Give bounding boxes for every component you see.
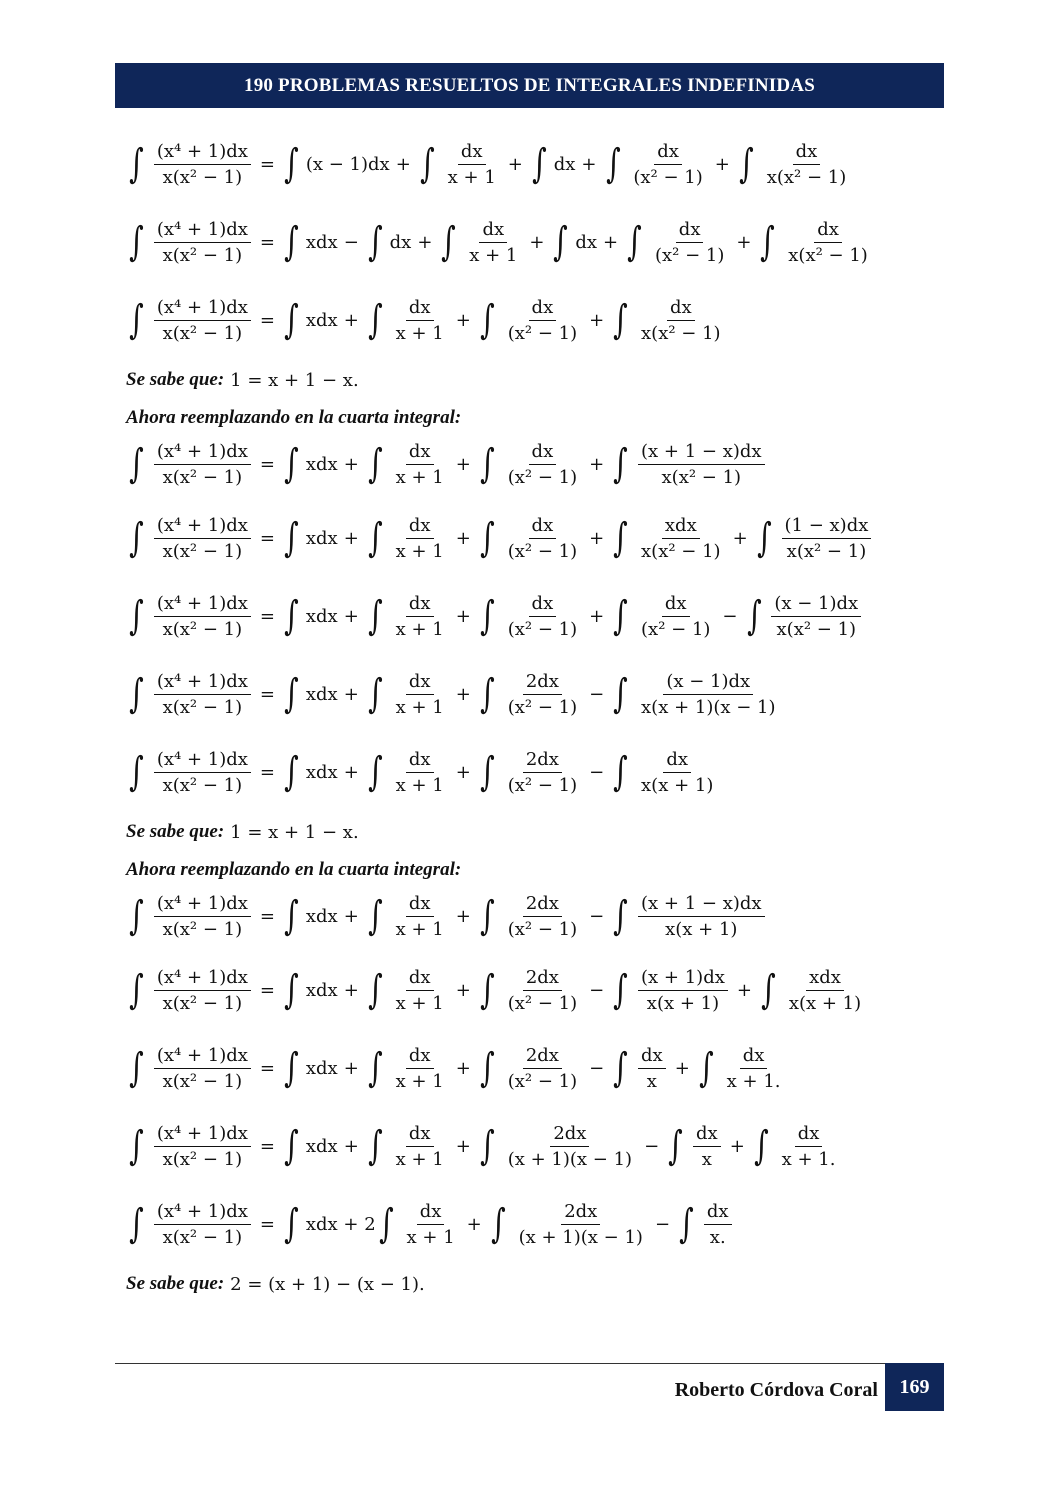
- page-number: 169: [885, 1363, 944, 1411]
- equation-5: ∫ $\frac{\text{(x⁴ + 1)dx}}{\text{x(x² − 1)}}$ = ∫ xdx + ∫ $\frac{dx}{x + 1}$ + ∫ $\frac{dx}{\text{(x² − 1)}}$ + ∫ $\frac{\text{xdx}}{\text{x(x² − 1)}}$ + ∫ $\frac{(1 - x)dx}{\text{x(x² − 1)}}$: [126, 499, 946, 577]
- note-2: Se sabe que: 1 = x + 1 − x.: [126, 821, 359, 843]
- footer-divider: [115, 1363, 885, 1364]
- page-content: [126, 125, 946, 1305]
- equation-11: ∫ $\frac{\text{(x⁴ + 1)dx}}{\text{x(x² − 1)}}$ = ∫ xdx + ∫ $\frac{dx}{x + 1}$ + ∫ $\frac{2dx}{\text{(x² − 1)}}$ − ∫ $\frac{dx}{x}$ + ∫ $\frac{dx}{x + 1.}$: [129, 1044, 781, 1092]
- equation-9: ∫ $\frac{\text{(x⁴ + 1)dx}}{\text{x(x² − 1)}}$ = ∫ xdx + ∫ $\frac{dx}{x + 1}$ + ∫ $\frac{2dx}{\text{(x² − 1)}}$ − ∫ $\frac{(x + 1 - x)dx}{x(x + 1)}$: [126, 881, 946, 951]
- note-3: Se sabe que: 2 = (x + 1) − (x − 1).: [126, 1273, 425, 1295]
- book-title: 190 PROBLEMAS RESUELTOS DE INTEGRALES INDEFINIDAS: [244, 74, 815, 96]
- intro-2: Ahora reemplazando en la cuarta integral:: [126, 859, 462, 880]
- equation-12: ∫ $\frac{\text{(x⁴ + 1)dx}}{\text{x(x² − 1)}}$ = ∫ xdx + ∫ $\frac{dx}{x + 1}$ + ∫ $\frac{2dx}{(x + 1)(x - 1)}$ − ∫ $\frac{dx}{x}$ + ∫ $\frac{dx}{x + 1.}$: [129, 1122, 836, 1170]
- author-name: Roberto Córdova Coral: [674, 1378, 878, 1401]
- equation-13: ∫ $\frac{\text{(x⁴ + 1)dx}}{\text{x(x² − 1)}}$ = ∫ xdx + 2 ∫ $\frac{dx}{x + 1}$ + ∫ $\frac{2dx}{(x + 1)(x - 1)}$ − ∫ $\frac{dx}{x.}$: [126, 1185, 946, 1263]
- lhs-fraction: $\frac{\text{(x⁴ + 1)dx}}{\text{x(x² − 1)}}$: [154, 141, 251, 188]
- equation-8: ∫ $\frac{\text{(x⁴ + 1)dx}}{\text{x(x² − 1)}}$ = ∫ xdx + ∫ $\frac{dx}{x + 1}$ + ∫ $\frac{2dx}{\text{(x² − 1)}}$ − ∫ $\frac{dx}{x(x + 1)}$: [129, 748, 714, 796]
- equation-7: ∫ $\frac{\text{(x⁴ + 1)dx}}{\text{x(x² − 1)}}$ = ∫ xdx + ∫ $\frac{dx}{x + 1}$ + ∫ $\frac{2dx}{\text{(x² − 1)}}$ − ∫ $\frac{(x - 1)dx}{x(x + 1)(x - 1)}$: [129, 670, 776, 718]
- note-1: Se sabe que: 1 = x + 1 − x.: [126, 369, 359, 391]
- book-header: [115, 63, 944, 108]
- equation-10: ∫ $\frac{\text{(x⁴ + 1)dx}}{\text{x(x² − 1)}}$ = ∫ xdx + ∫ $\frac{dx}{x + 1}$ + ∫ $\frac{2dx}{\text{(x² − 1)}}$ − ∫ $\frac{(x + 1)dx}{x(x + 1)}$ + ∫ $\frac{\text{xdx}}{x(x + 1)}$: [129, 966, 862, 1014]
- equation-1: ∫ $\frac{\text{(x⁴ + 1)dx}}{\text{x(x² − 1)}}$ = ∫ (x − 1)dx + ∫ $\frac{dx}{x + 1}$ + ∫ dx + ∫ $\frac{dx}{\text{(x² − 1)}}$ + ∫ $\frac{dx}{\text{x(x² − 1)}}$: [129, 140, 847, 188]
- equation-2: ∫ $\frac{\text{(x⁴ + 1)dx}}{\text{x(x² − 1)}}$ = ∫ xdx − ∫ dx + ∫ $\frac{dx}{x + 1}$ + ∫ dx + ∫ $\frac{dx}{\text{(x² − 1)}}$ + ∫ $\frac{dx}{\text{x(x² − 1)}}$: [129, 218, 868, 266]
- equation-4: ∫ $\frac{\text{(x⁴ + 1)dx}}{\text{x(x² − 1)}}$ = ∫ xdx + ∫ $\frac{dx}{x + 1}$ + ∫ $\frac{dx}{\text{(x² − 1)}}$ + ∫ $\frac{(x + 1 - x)dx}{\text{x(x² − 1)}}$: [126, 429, 946, 499]
- intro-1: Ahora reemplazando en la cuarta integral:: [126, 407, 462, 428]
- equation-3: ∫ $\frac{\text{(x⁴ + 1)dx}}{\text{x(x² − 1)}}$ = ∫ xdx + ∫ $\frac{dx}{x + 1}$ + ∫ $\frac{dx}{\text{(x² − 1)}}$ + ∫ $\frac{dx}{\text{x(x² − 1)}}$: [129, 296, 721, 344]
- equation-6: ∫ $\frac{\text{(x⁴ + 1)dx}}{\text{x(x² − 1)}}$ = ∫ xdx + ∫ $\frac{dx}{x + 1}$ + ∫ $\frac{dx}{\text{(x² − 1)}}$ + ∫ $\frac{dx}{\text{(x² − 1)}}$ − ∫ $\frac{(x - 1)dx}{\text{x(x² − 1)}}$: [126, 577, 946, 655]
